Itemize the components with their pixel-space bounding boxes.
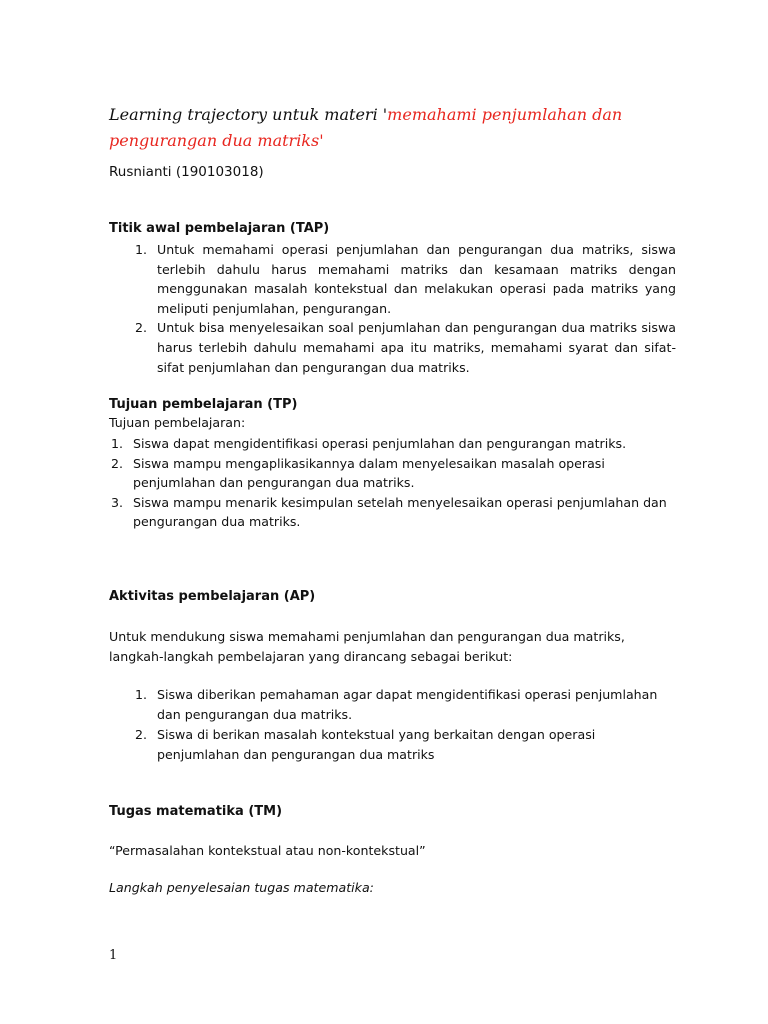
list-number: 1. xyxy=(135,687,148,702)
list-number: 1. xyxy=(135,242,148,257)
document-title xyxy=(109,102,669,154)
list-number: 1. xyxy=(111,436,124,451)
list-item xyxy=(135,725,677,765)
tap-list xyxy=(135,240,676,377)
tm-quote: “Permasalahan kontekstual atau non-kontekstual” xyxy=(109,843,426,858)
ap-intro: Untuk mendukung siswa memahami penjumlahan dan pengurangan dua matriks, langkah-langkah pembelajaran yang dirancang sebagai berikut: xyxy=(109,629,625,664)
list-number: 3. xyxy=(111,494,124,510)
title-accent: memahami penjumlahan dan pengurangan dua matriks' xyxy=(109,105,623,150)
list-text: Siswa diberikan pemahaman agar dapat mengidentifikasi operasi penjumlahan dan pengurangan dua matriks. xyxy=(157,687,658,722)
list-item xyxy=(111,434,673,454)
list-text: Siswa mampu menarik kesimpulan setelah menyelesaikan operasi penjumlahan dan pengurangan dua matriks. xyxy=(133,494,667,529)
list-item xyxy=(135,685,677,725)
list-item xyxy=(135,318,676,377)
list-item xyxy=(111,493,673,532)
list-number: 2. xyxy=(135,727,148,742)
ap-heading: Aktivitas pembelajaran (AP) xyxy=(109,589,316,604)
tp-list xyxy=(111,434,673,532)
list-text: Untuk bisa menyelesaikan soal penjumlahan dan pengurangan dua matriks siswa harus terlebih dahulu memahami apa itu matriks, memahami syarat dan sifat-sifat penjumlahan dan pengurangan dua matriks. xyxy=(157,320,676,375)
list-text: Untuk memahami operasi penjumlahan dan pengurangan dua matriks, siswa terlebih dahulu harus memahami matriks dan kesamaan matriks dengan menggunakan masalah kontekstual dan melakukan operasi pada matriks yang meliputi penjumlahan, pengurangan. xyxy=(157,242,676,316)
author-line: Rusnianti (190103018) xyxy=(109,164,264,180)
list-item xyxy=(135,240,676,318)
title-prefix: Learning trajectory untuk materi ' xyxy=(109,105,388,124)
list-text: Siswa di berikan masalah kontekstual yang berkaitan dengan operasi penjumlahan dan pengurangan dua matriks xyxy=(157,727,596,762)
tm-heading: Tugas matematika (TM) xyxy=(109,804,283,819)
page-number: 1 xyxy=(109,948,118,963)
list-text: Siswa dapat mengidentifikasi operasi penjumlahan dan pengurangan matriks. xyxy=(133,436,627,451)
tm-steps-label: Langkah penyelesaian tugas matematika: xyxy=(109,880,374,895)
list-number: 2. xyxy=(111,455,124,471)
list-text: Siswa mampu mengaplikasikannya dalam menyelesaikan masalah operasi penjumlahan dan pengurangan dua matriks. xyxy=(133,455,605,490)
list-number: 2. xyxy=(135,320,148,336)
tp-heading: Tujuan pembelajaran (TP) xyxy=(109,397,298,412)
tp-intro: Tujuan pembelajaran: xyxy=(109,415,246,430)
tap-heading: Titik awal pembelajaran (TAP) xyxy=(109,221,330,236)
list-item xyxy=(111,454,673,493)
ap-list xyxy=(135,685,677,765)
